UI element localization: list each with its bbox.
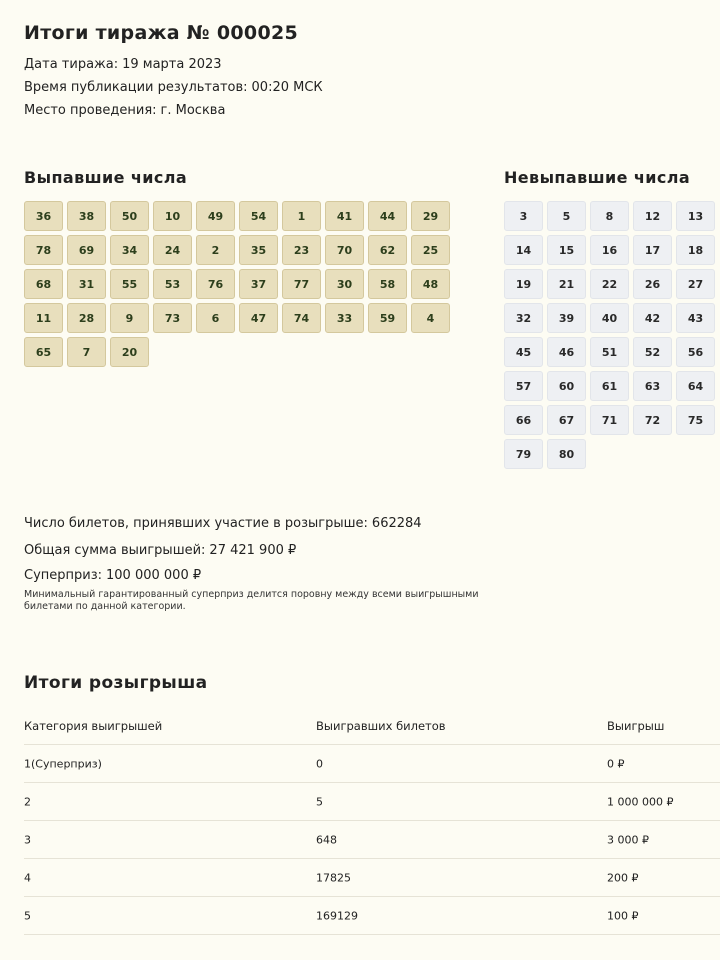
drawn-numbers-title: Выпавшие числа <box>24 168 188 187</box>
undrawn-number-ball: 52 <box>633 337 672 367</box>
draw-place-value: г. Москва <box>160 103 226 118</box>
total-winnings-label: Общая сумма выигрышей: <box>24 543 206 558</box>
undrawn-number-ball: 5 <box>547 201 586 231</box>
superprize-value: 100 000 000 ₽ <box>106 568 202 583</box>
drawn-number-ball: 62 <box>368 235 407 265</box>
undrawn-number-ball: 13 <box>676 201 715 231</box>
drawn-number-ball: 69 <box>67 235 106 265</box>
undrawn-number-ball: 19 <box>504 269 543 299</box>
table-row <box>24 859 720 897</box>
drawn-number-ball: 65 <box>24 337 63 367</box>
undrawn-number-ball: 75 <box>676 405 715 435</box>
undrawn-number-ball: 67 <box>547 405 586 435</box>
undrawn-number-ball: 3 <box>504 201 543 231</box>
winners-cell: 169129 <box>316 909 358 922</box>
prize-cell: 3 000 ₽ <box>607 833 649 846</box>
drawn-number-ball: 20 <box>110 337 149 367</box>
results-table-header <box>24 707 720 745</box>
drawn-number-ball: 9 <box>110 303 149 333</box>
drawn-number-ball: 34 <box>110 235 149 265</box>
drawn-number-ball: 2 <box>196 235 235 265</box>
undrawn-number-ball: 15 <box>547 235 586 265</box>
drawn-number-ball: 50 <box>110 201 149 231</box>
column-header-prize: Выигрыш <box>607 718 665 733</box>
drawn-number-ball: 7 <box>67 337 106 367</box>
winners-cell: 0 <box>316 757 323 770</box>
drawn-number-ball: 4 <box>411 303 450 333</box>
prize-cell: 200 ₽ <box>607 871 639 884</box>
table-row <box>24 821 720 859</box>
undrawn-number-ball: 14 <box>504 235 543 265</box>
drawn-number-ball: 30 <box>325 269 364 299</box>
undrawn-number-ball: 39 <box>547 303 586 333</box>
drawn-number-ball: 38 <box>67 201 106 231</box>
drawn-number-ball: 37 <box>239 269 278 299</box>
undrawn-number-ball: 60 <box>547 371 586 401</box>
draw-date-value: 19 марта 2023 <box>122 57 222 72</box>
undrawn-number-ball: 43 <box>676 303 715 333</box>
drawn-numbers-grid <box>24 201 450 367</box>
publish-time-label: Время публикации результатов: <box>24 80 248 95</box>
undrawn-number-ball: 12 <box>633 201 672 231</box>
undrawn-number-ball: 42 <box>633 303 672 333</box>
undrawn-number-ball: 18 <box>676 235 715 265</box>
drawn-number-ball: 35 <box>239 235 278 265</box>
drawn-number-ball: 49 <box>196 201 235 231</box>
undrawn-number-ball: 32 <box>504 303 543 333</box>
drawn-number-ball: 70 <box>325 235 364 265</box>
drawn-number-ball: 6 <box>196 303 235 333</box>
category-cell: 4 <box>24 871 31 884</box>
category-cell: 5 <box>24 909 31 922</box>
drawn-number-ball: 76 <box>196 269 235 299</box>
drawn-number-ball: 48 <box>411 269 450 299</box>
drawn-number-ball: 47 <box>239 303 278 333</box>
undrawn-numbers-title: Невыпавшие числа <box>504 168 691 187</box>
undrawn-number-ball: 27 <box>676 269 715 299</box>
drawn-number-ball: 28 <box>67 303 106 333</box>
undrawn-number-ball: 79 <box>504 439 543 469</box>
publish-time <box>24 80 323 95</box>
results-table <box>24 707 720 935</box>
drawn-number-ball: 36 <box>24 201 63 231</box>
drawn-number-ball: 73 <box>153 303 192 333</box>
undrawn-number-ball: 61 <box>590 371 629 401</box>
drawn-number-ball: 29 <box>411 201 450 231</box>
undrawn-number-ball: 63 <box>633 371 672 401</box>
undrawn-number-ball: 57 <box>504 371 543 401</box>
drawn-number-ball: 53 <box>153 269 192 299</box>
tickets-count-label: Число билетов, принявших участие в розыгрыше: <box>24 516 368 531</box>
table-row <box>24 897 720 935</box>
winners-cell: 5 <box>316 795 323 808</box>
undrawn-number-ball: 51 <box>590 337 629 367</box>
total-winnings-value: 27 421 900 ₽ <box>209 543 297 558</box>
prize-cell: 0 ₽ <box>607 757 625 770</box>
undrawn-number-ball: 46 <box>547 337 586 367</box>
undrawn-number-ball: 71 <box>590 405 629 435</box>
drawn-number-ball: 44 <box>368 201 407 231</box>
drawn-number-ball: 59 <box>368 303 407 333</box>
undrawn-number-ball: 80 <box>547 439 586 469</box>
total-winnings <box>24 543 296 558</box>
undrawn-number-ball: 64 <box>676 371 715 401</box>
drawn-number-ball: 78 <box>24 235 63 265</box>
drawn-number-ball: 10 <box>153 201 192 231</box>
prize-cell: 100 ₽ <box>607 909 639 922</box>
drawn-number-ball: 74 <box>282 303 321 333</box>
superprize-label: Суперприз: <box>24 568 103 583</box>
drawn-number-ball: 31 <box>67 269 106 299</box>
undrawn-number-ball: 56 <box>676 337 715 367</box>
prize-cell: 1 000 000 ₽ <box>607 795 674 808</box>
drawn-number-ball: 1 <box>282 201 321 231</box>
table-row <box>24 745 720 783</box>
undrawn-number-ball: 8 <box>590 201 629 231</box>
superprize-note: Минимальный гарантированный суперприз делится поровну между всеми выигрышными билетами по данной категории. <box>24 589 479 612</box>
column-header-category: Категория выигрышей <box>24 718 163 733</box>
drawn-number-ball: 11 <box>24 303 63 333</box>
drawn-number-ball: 58 <box>368 269 407 299</box>
undrawn-numbers-grid <box>504 201 715 469</box>
page-title: Итоги тиража № 000025 <box>24 22 299 44</box>
category-cell: 2 <box>24 795 31 808</box>
draw-date-label: Дата тиража: <box>24 57 119 72</box>
drawn-number-ball: 23 <box>282 235 321 265</box>
draw-date <box>24 57 222 72</box>
drawn-number-ball: 41 <box>325 201 364 231</box>
column-header-winners: Выигравших билетов <box>316 718 446 733</box>
draw-place <box>24 103 225 118</box>
draw-place-label: Место проведения: <box>24 103 157 118</box>
winners-cell: 648 <box>316 833 337 846</box>
undrawn-number-ball: 17 <box>633 235 672 265</box>
category-cell: 1(Суперприз) <box>24 757 102 770</box>
undrawn-number-ball: 40 <box>590 303 629 333</box>
undrawn-number-ball: 26 <box>633 269 672 299</box>
tickets-count <box>24 516 422 531</box>
winners-cell: 17825 <box>316 871 351 884</box>
undrawn-number-ball: 45 <box>504 337 543 367</box>
undrawn-number-ball: 66 <box>504 405 543 435</box>
drawn-number-ball: 68 <box>24 269 63 299</box>
undrawn-number-ball: 21 <box>547 269 586 299</box>
superprize <box>24 568 201 583</box>
results-title: Итоги розыгрыша <box>24 673 208 693</box>
category-cell: 3 <box>24 833 31 846</box>
table-row <box>24 783 720 821</box>
drawn-number-ball: 25 <box>411 235 450 265</box>
undrawn-number-ball: 72 <box>633 405 672 435</box>
publish-time-value: 00:20 МСК <box>251 80 323 95</box>
drawn-number-ball: 55 <box>110 269 149 299</box>
drawn-number-ball: 33 <box>325 303 364 333</box>
undrawn-number-ball: 16 <box>590 235 629 265</box>
tickets-count-value: 662284 <box>371 516 422 531</box>
drawn-number-ball: 54 <box>239 201 278 231</box>
undrawn-number-ball: 22 <box>590 269 629 299</box>
drawn-number-ball: 77 <box>282 269 321 299</box>
drawn-number-ball: 24 <box>153 235 192 265</box>
